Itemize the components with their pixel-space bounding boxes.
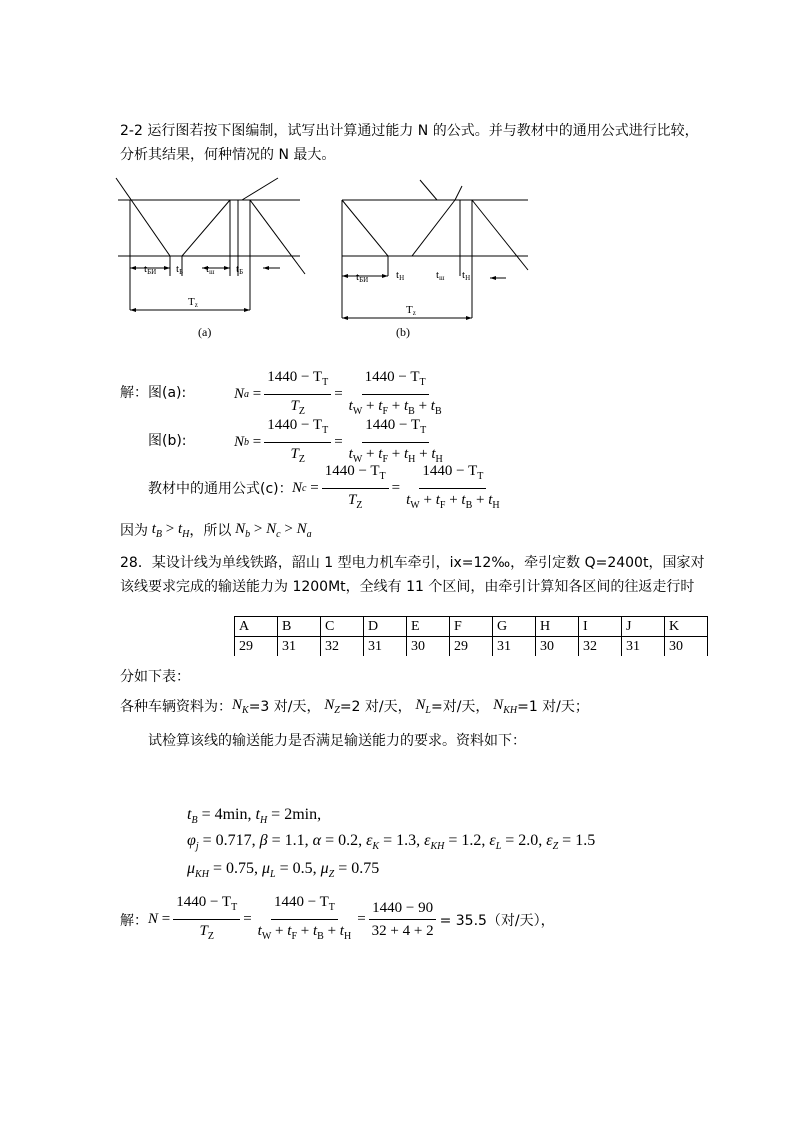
label-a-T: Tz — [188, 296, 198, 309]
segment-time-table — [234, 616, 708, 656]
problem-2-line-1: 28．某设计线为单线铁路，韶山 1 型电力机车牵引，ix=12‰，牵引定数 Q=2400t，国家对 — [120, 555, 705, 571]
table-caption: 分如下表： — [120, 669, 190, 685]
problem-1-line-2: 分析其结果，何种情况的 N 最大。 — [120, 147, 336, 163]
label-a-tb1: tБ — [176, 263, 184, 276]
data-line-3: $\mu_{KH} = 0.75$, $\mu_L = 0.5$, $\mu_Z = 0.75$ — [187, 860, 380, 881]
table-value-row: 29 31 32 31 30 29 31 30 32 31 30 — [235, 637, 708, 657]
caption-b: (b) — [396, 325, 410, 339]
diagram-b-path-2c — [455, 186, 462, 200]
diagram-b-path-3 — [472, 200, 528, 270]
problem-2-line-2: 该线要求完成的输送能力为 1200Mt，全线有 11 个区间，由牵引计算知各区间的往返走行时 — [120, 579, 695, 595]
train-diagram-figure — [110, 172, 540, 347]
solution-1-b-prefix: 图(b): — [148, 433, 187, 449]
diagram-b-path-2 — [412, 200, 455, 256]
diagram-b-path-2b — [420, 180, 437, 200]
label-a-tb2: tБ — [236, 263, 244, 276]
data-line-2: $\varphi_j = 0.717$, β = 1.1, α = 0.2, $\varepsilon_K = 1.3$, $\varepsilon_{KH} = 1.2$, $\varepsilon_L = 2.0$, $\varepsilon_Z = 1.5$ — [187, 832, 596, 853]
diagram-a-path-4 — [242, 178, 278, 200]
task-text: 试检算该线的输送能力是否满足输送能力的要求。资料如下： — [148, 733, 526, 749]
conclusion-line: 因为 $t_B > t_H$ ，所以 $N_b > N_c > N_a$ — [120, 520, 312, 540]
label-b-th1: tН — [396, 269, 405, 282]
formula-Nb: N b = $\frac{1440 - T_T}{T_Z}$ = $\frac{1440 - T_T}{t_W + t_F + t_H + t_H}$ — [234, 417, 443, 465]
result-formula: 解： N = $\frac{1440 - T_T}{T_Z}$ = $\frac{1440 - T_T}{t_W + t_F + t_B + t_H}$ = $\frac{1440 - 90}{32 + 4 + 2}$ = 35.5（对/天）， — [120, 894, 555, 942]
label-b-tw: tш — [436, 269, 445, 282]
diagram-a-path-1 — [116, 178, 170, 256]
data-line-1: $t_B = 4\min$, $t_H = 2\min$, — [187, 806, 322, 827]
formula-Nc: N c = $\frac{1440 - T_T}{T_Z}$ = $\frac{1440 - T_T}{t_W + t_F + t_B + t_H}$ — [292, 463, 500, 511]
label-b-T: Tz — [406, 304, 416, 317]
diagram-a-path-2 — [182, 200, 230, 256]
solution-1-prefix: 解：图(a): — [120, 385, 187, 401]
problem-1-line-1: 2-2 运行图若按下图编制，试写出计算通过能力 N 的公式。并与教材中的通用公式进行比较， — [120, 123, 699, 139]
formula-Na: N a = $\frac{1440 - T_T}{T_Z}$ = $\frac{1440 - T_T}{t_W + t_F + t_B + t_B}$ — [234, 369, 442, 417]
label-b-th2: tН — [462, 269, 471, 282]
label-a-tw: tш — [206, 263, 215, 276]
label-a-tbu: tБИ — [144, 263, 157, 276]
solution-1-c-prefix: 教材中的通用公式(c)： — [148, 481, 293, 497]
label-b-tbu: tБИ — [356, 271, 369, 284]
vehicle-data-line: 各种车辆资料为： $N_K$ =3 对/天， $N_Z$ =2 对/天， $N_L$ =对/天， $N_{KH}$ =1 对/天； — [120, 696, 589, 716]
diagram-b-path-1 — [342, 200, 388, 256]
diagram-a-path-3 — [250, 200, 305, 274]
caption-a: (a) — [198, 325, 212, 339]
table-header-row: A B C D E F G H I J K — [235, 617, 708, 637]
